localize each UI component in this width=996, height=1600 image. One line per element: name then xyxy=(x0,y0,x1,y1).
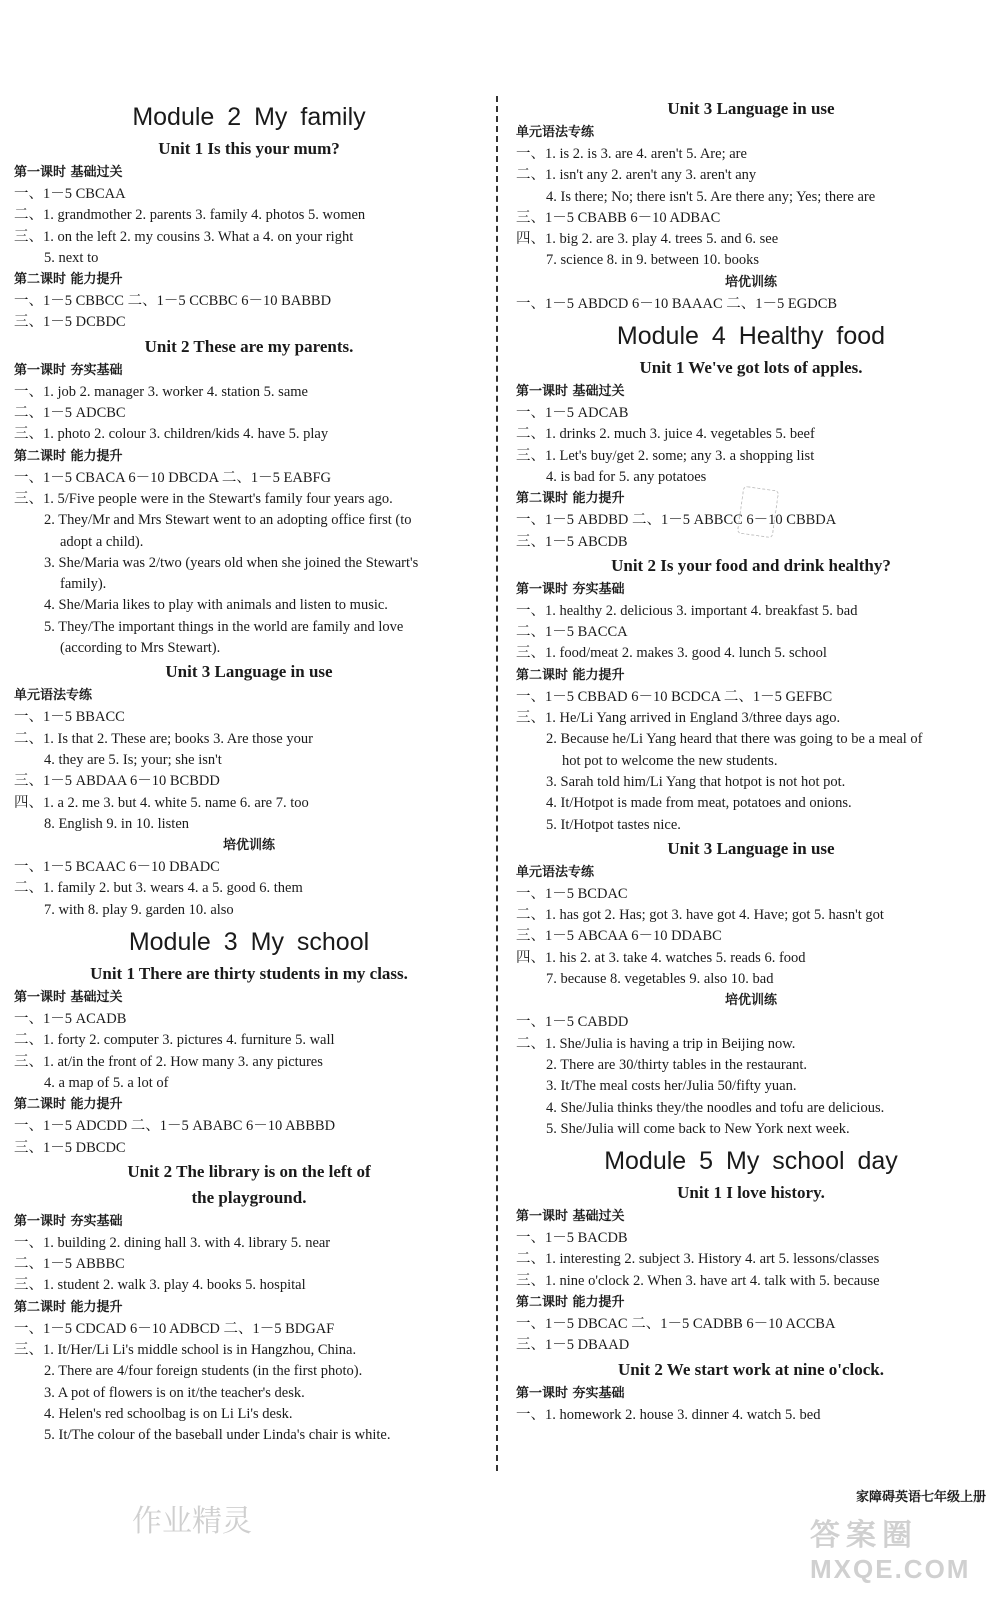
answer-line: 二、1. She/Julia is having a trip in Beijing now. xyxy=(516,1035,796,1052)
unit-title: Unit 2 The library is on the left of xyxy=(127,1161,371,1181)
module-5-title: Module 5 My school day xyxy=(604,1147,898,1176)
column-divider xyxy=(496,96,498,1471)
answer-line: 7. with 8. play 9. garden 10. also xyxy=(44,901,234,918)
unit-title: Unit 2 Is your food and drink healthy? xyxy=(611,555,891,575)
answer-line: 4. they are 5. Is; your; she isn't xyxy=(44,751,222,768)
lesson-heading: 第二课时 能力提升 xyxy=(14,272,123,288)
answer-line: 2. There are 30/thirty tables in the restaurant. xyxy=(546,1056,808,1073)
lesson-heading: 第一课时 基础过关 xyxy=(516,1209,625,1225)
answer-line: family). xyxy=(60,576,107,593)
right-column xyxy=(516,96,986,1426)
answer-line: 一、1－5 CBBCC 二、1－5 CCBBC 6－10 BABBD xyxy=(14,293,332,310)
answer-line: 一、1－5 BCDAC xyxy=(516,885,628,902)
answer-line: 二、1. Is that 2. These are; books 3. Are those your xyxy=(14,730,313,747)
lesson-heading: 第二课时 能力提升 xyxy=(14,1097,123,1113)
watermark-url: MXQE.COM xyxy=(810,1554,971,1584)
unit-title: Unit 1 I love history. xyxy=(677,1183,825,1203)
answer-line: 3. A pot of flowers is on it/the teacher's desk. xyxy=(44,1384,305,1401)
lesson-heading: 单元语法专练 xyxy=(14,688,93,704)
answer-line: 一、1－5 DBCAC 二、1－5 CADBB 6－10 ACCBA xyxy=(516,1315,836,1332)
unit-title: Unit 1 There are thirty students in my class. xyxy=(90,964,408,984)
answer-line: 5. next to xyxy=(44,249,99,266)
module-3-title: Module 3 My school xyxy=(128,928,370,957)
answer-line: 2. There are 4/four foreign students (in the first photo). xyxy=(44,1363,363,1380)
answer-line: 一、1－5 CBCAA xyxy=(14,186,126,202)
answer-line: 三、1－5 DBCDC xyxy=(14,1139,126,1156)
answer-line: 3. It/The meal costs her/Julia 50/fifty yuan. xyxy=(546,1078,797,1095)
answer-line: 4. It/Hotpot is made from meat, potatoes and onions. xyxy=(546,795,852,812)
answer-line: 4. She/Maria likes to play with animals and listen to music. xyxy=(44,597,388,614)
answer-line: 一、1－5 ABDBD 二、1－5 ABBCC 6－10 CBBDA xyxy=(516,512,837,529)
answer-line: 二、1. family 2. but 3. wears 4. a 5. good 6. them xyxy=(14,880,303,897)
answer-line: 一、1. homework 2. house 3. dinner 4. watch 5. bed xyxy=(516,1406,821,1423)
answer-line: 4. Is there; No; there isn't 5. Are there any; Yes; there are xyxy=(546,188,876,205)
answer-line: 二、1. drinks 2. much 3. juice 4. vegetables 5. beef xyxy=(516,426,815,443)
answer-line: adopt a child). xyxy=(60,533,144,550)
answer-line: 二、1－5 ADCBC xyxy=(14,405,126,422)
answer-line: 一、1－5 BACDB xyxy=(516,1230,628,1247)
answer-line: 一、1. is 2. is 3. are 4. aren't 5. Are; are xyxy=(516,146,747,162)
answer-line: 一、1－5 ABDCD 6－10 BAAAC 二、1－5 EGDCB xyxy=(516,295,838,312)
answer-line: 5. She/Julia will come back to New York next week. xyxy=(546,1120,850,1137)
site-watermark xyxy=(810,1510,980,1584)
answer-line: 一、1. job 2. manager 3. worker 4. station 5. same xyxy=(14,383,308,400)
unit-title: Unit 3 Language in use xyxy=(667,99,835,118)
answer-line: 三、1. Let's buy/get 2. some; any 3. a shopping list xyxy=(516,447,815,464)
module-4-title: Module 4 Healthy food xyxy=(616,322,886,351)
lesson-heading: 第一课时 夯实基础 xyxy=(14,1213,123,1229)
answer-line: 三、1. food/meat 2. makes 3. good 4. lunch 5. school xyxy=(516,645,827,662)
answer-line: 四、1. his 2. at 3. take 4. watches 5. reads 6. food xyxy=(516,949,806,966)
lesson-heading: 单元语法专练 xyxy=(516,125,595,140)
answer-line: 5. It/Hotpot tastes nice. xyxy=(546,816,681,833)
stamp-mark-icon xyxy=(737,486,779,539)
answer-line: 一、1－5 CABDD xyxy=(516,1014,629,1031)
answer-line: 7. science 8. in 9. between 10. books xyxy=(546,252,760,269)
answer-line: 三、1. on the left 2. my cousins 3. What a 4. on your right xyxy=(14,228,354,245)
answer-line: 三、1. nine o'clock 2. When 3. have art 4. talk with 5. because xyxy=(516,1272,880,1289)
answer-line: 三、1. at/in the front of 2. How many 3. any pictures xyxy=(14,1053,323,1070)
answer-line: 4. a map of 5. a lot of xyxy=(44,1074,169,1091)
left-column xyxy=(14,96,484,1446)
unit-title: Unit 3 Language in use xyxy=(667,838,835,858)
answer-line: 三、1. photo 2. colour 3. children/kids 4. have 5. play xyxy=(14,426,329,443)
module-2-title: Module 2 My family xyxy=(132,103,366,131)
answer-line: 5. It/The colour of the baseball under Linda's chair is white. xyxy=(44,1427,391,1444)
lesson-heading: 第二课时 能力提升 xyxy=(516,667,625,683)
unit-title: Unit 1 Is this your mum? xyxy=(158,139,340,158)
answer-line: 三、1－5 ABDAA 6－10 BCBDD xyxy=(14,773,220,790)
unit-title: Unit 2 These are my parents. xyxy=(144,336,354,356)
lesson-heading: 单元语法专练 xyxy=(516,864,595,880)
unit-title: Unit 1 We've got lots of apples. xyxy=(639,358,863,378)
answer-line: 一、1. building 2. dining hall 3. with 4. library 5. near xyxy=(14,1234,331,1251)
section-heading: 培优训练 xyxy=(724,993,777,1009)
unit-title-continued: the playground. xyxy=(191,1187,307,1207)
answer-line: 一、1－5 BBACC xyxy=(14,709,125,726)
lesson-heading: 第一课时 基础过关 xyxy=(14,165,123,180)
answer-line: 4. She/Julia thinks they/the noodles and tofu are delicious. xyxy=(546,1099,885,1116)
answer-line: 三、1－5 DBAAD xyxy=(516,1337,630,1354)
answer-line: 2. Because he/Li Yang heard that there was going to be a meal of xyxy=(546,731,923,748)
answer-line: 三、1－5 ABCDB xyxy=(516,533,628,550)
answer-line: 3. She/Maria was 2/two (years old when she joined the Stewart's xyxy=(44,554,419,571)
answer-line: 7. because 8. vegetables 9. also 10. bad xyxy=(546,971,774,988)
answer-line: 三、1－5 CBABB 6－10 ADBAC xyxy=(516,209,721,226)
answer-line: 三、1. student 2. walk 3. play 4. books 5. hospital xyxy=(14,1277,306,1294)
answer-line: 4. Helen's red schoolbag is on Li Li's desk. xyxy=(44,1405,293,1422)
lesson-heading: 第二课时 能力提升 xyxy=(14,448,123,464)
lesson-heading: 第一课时 夯实基础 xyxy=(516,1385,625,1401)
answer-line: 一、1－5 BCAAC 6－10 DBADC xyxy=(14,859,220,876)
answer-line: 四、1. big 2. are 3. play 4. trees 5. and 6. see xyxy=(516,231,779,248)
unit-title: Unit 3 Language in use xyxy=(165,662,333,682)
seal-text: 作业精灵 xyxy=(132,1504,252,1539)
watermark-logo-text: 答案圈 xyxy=(810,1519,918,1552)
lesson-heading: 第二课时 能力提升 xyxy=(516,1294,625,1310)
lesson-heading: 第一课时 基础过关 xyxy=(14,990,123,1006)
answer-line: 8. English 9. in 10. listen xyxy=(44,815,189,832)
answer-line: 一、1－5 ACADB xyxy=(14,1011,127,1028)
answer-line: 一、1－5 CBBAD 6－10 BCDCA 二、1－5 GEFBC xyxy=(516,688,833,705)
answer-line: 一、1－5 CBACA 6－10 DBCDA 二、1－5 EABFG xyxy=(14,469,332,486)
lesson-heading: 第二课时 能力提升 xyxy=(516,491,625,507)
lesson-heading: 第一课时 夯实基础 xyxy=(14,362,123,378)
answer-line: 二、1. forty 2. computer 3. pictures 4. furniture 5. wall xyxy=(14,1032,335,1049)
answer-line: 2. They/Mr and Mrs Stewart went to an adopting office first (to xyxy=(44,512,412,529)
answer-line: 一、1. healthy 2. delicious 3. important 4. breakfast 5. bad xyxy=(516,602,858,619)
seal-watermark xyxy=(132,1496,252,1546)
page-footer: 家障碍英语七年级上册 xyxy=(855,1490,986,1505)
section-heading: 培优训练 xyxy=(724,274,777,290)
answer-line: 二、1－5 BACCA xyxy=(516,624,628,641)
answer-line: 一、1－5 ADCDD 二、1－5 ABABC 6－10 ABBBD xyxy=(14,1118,336,1135)
lesson-heading: 第一课时 基础过关 xyxy=(516,384,625,400)
answer-line: 三、1. He/Li Yang arrived in England 3/three days ago. xyxy=(516,710,841,727)
answer-line: 二、1. has got 2. Has; got 3. have got 4. Have; got 5. hasn't got xyxy=(516,907,884,924)
answer-line: 一、1－5 CDCAD 6－10 ADBCD 二、1－5 BDGAF xyxy=(14,1320,335,1337)
answer-line: 二、1－5 ABBBC xyxy=(14,1256,125,1273)
answer-line: 三、1－5 DCBDC xyxy=(14,314,126,331)
answer-line: hot pot to welcome the new students. xyxy=(562,752,778,769)
answer-line: 三、1－5 ABCAA 6－10 DDABC xyxy=(516,928,722,945)
answer-line: 四、1. a 2. me 3. but 4. white 5. name 6. are 7. too xyxy=(14,794,309,811)
answer-line: 一、1－5 ADCAB xyxy=(516,405,629,422)
answer-line: (according to Mrs Stewart). xyxy=(60,640,221,657)
answer-line: 二、1. grandmother 2. parents 3. family 4. photos 5. women xyxy=(14,207,366,224)
answer-line: 三、1. It/Her/Li Li's middle school is in Hangzhou, China. xyxy=(14,1341,357,1358)
section-heading: 培优训练 xyxy=(222,838,275,854)
answer-line: 二、1. isn't any 2. aren't any 3. aren't any xyxy=(516,167,757,184)
answer-line: 4. is bad for 5. any potatoes xyxy=(546,468,707,485)
lesson-heading: 第一课时 夯实基础 xyxy=(516,581,625,597)
answer-line: 二、1. interesting 2. subject 3. History 4. art 5. lessons/classes xyxy=(516,1251,880,1268)
lesson-heading: 第二课时 能力提升 xyxy=(14,1299,123,1315)
unit-title: Unit 2 We start work at nine o'clock. xyxy=(617,1359,884,1379)
answer-line: 5. They/The important things in the world are family and love xyxy=(44,618,404,635)
answer-line: 三、1. 5/Five people were in the Stewart's family four years ago. xyxy=(14,490,393,507)
answer-line: 3. Sarah told him/Li Yang that hotpot is not hot pot. xyxy=(546,773,846,790)
